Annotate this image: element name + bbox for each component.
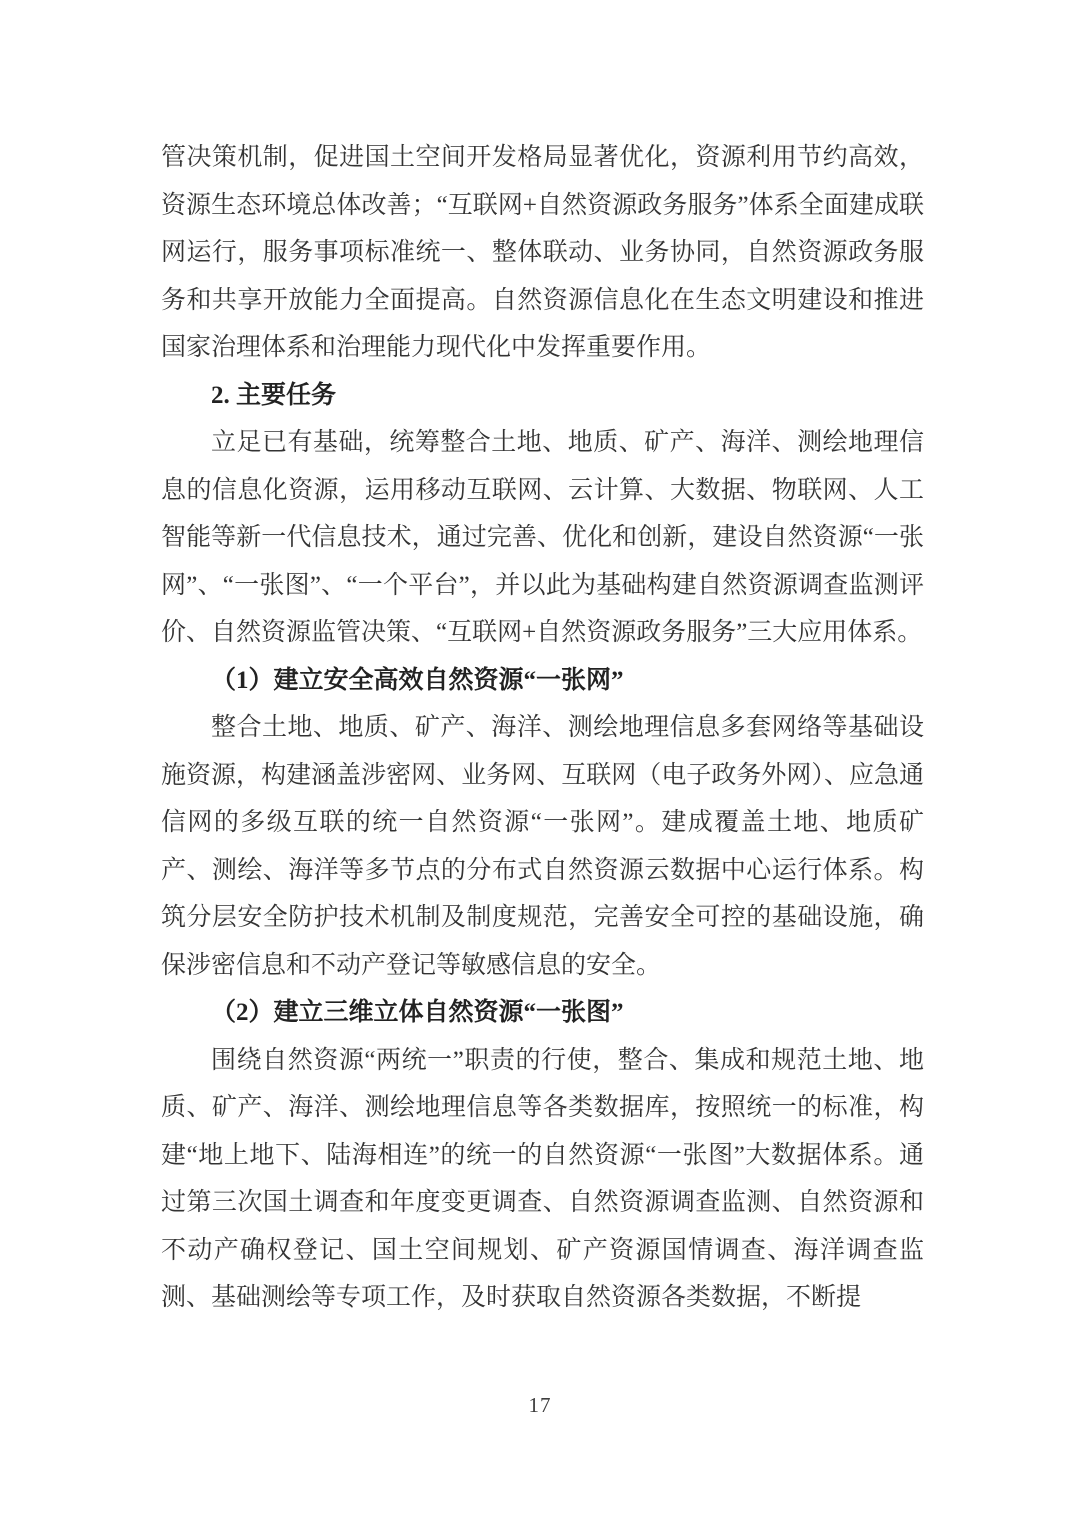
subsection-heading-one-network: （1）建立安全高效自然资源“一张网” — [211, 666, 624, 694]
paragraph-one-map: 围绕自然资源“两统一”职责的行使，整合、集成和规范土地、地质、矿产、海洋、测绘地理信息等各类数据库，按照统一的标准，构建“地上地下、陆海相连”的统一的自然资源“一张图”大数据体系。通过第三次国土调查和年度变更调查、自然资源调查监测、自然资源和不动产确权登记、国土空间规划、矿产资源国情调查、海洋调查监测、基础测绘等专项工作，及时获取自然资源各类数据，不断提 — [161, 1046, 924, 1311]
paragraph-continuation: 管决策机制，促进国土空间开发格局显著优化，资源利用节约高效，资源生态环境总体改善；“互联网+自然资源政务服务”体系全面建成联网运行，服务事项标准统一、整体联动、业务协同，自然资源政务服务和共享开放能力全面提高。自然资源信息化在生态文明建设和推进国家治理体系和治理能力现代化中发挥重要作用。 — [161, 144, 924, 361]
paragraph-overview: 立足已有基础，统筹整合土地、地质、矿产、海洋、测绘地理信息的信息化资源，运用移动互联网、云计算、大数据、物联网、人工智能等新一代信息技术，通过完善、优化和创新，建设自然资源“一张网”、“一张图”、“一个平台”，并以此为基础构建自然资源调查监测评价、自然资源监管决策、“互联网+自然资源政务服务”三大应用体系。 — [161, 429, 924, 646]
section-heading-main-tasks: 2. 主要任务 — [211, 381, 337, 409]
subsection-heading-one-map: （2）建立三维立体自然资源“一张图” — [211, 999, 624, 1026]
paragraph-one-network: 整合土地、地质、矿产、海洋、测绘地理信息多套网络等基础设施资源，构建涵盖涉密网、业务网、互联网（电子政务外网）、应急通信网的多级互联的统一自然资源“一张网”。建成覆盖土地、地质矿产、测绘、海洋等多节点的分布式自然资源云数据中心运行体系。构筑分层安全防护技术机制及制度规范，完善安全可控的基础设施，确保涉密信息和不动产登记等敏感信息的安全。 — [161, 714, 924, 979]
text-body — [161, 134, 924, 1322]
page-number: 17 — [528, 1393, 552, 1417]
